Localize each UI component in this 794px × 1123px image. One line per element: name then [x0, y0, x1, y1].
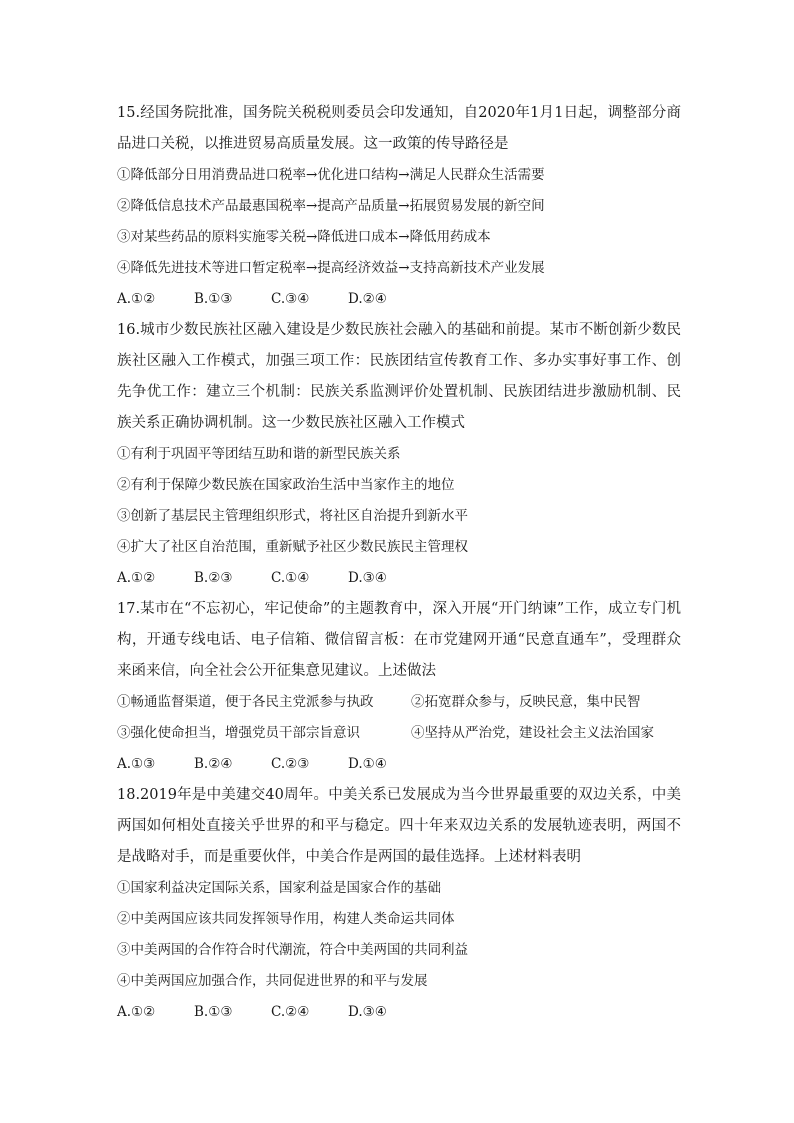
question-15-option-4: ④降低先进技术等进口暂定税率→提高经济效益→支持高新技术产业发展	[117, 260, 545, 276]
question-17-choice-c: C.②③	[271, 756, 310, 772]
question-18-choice-a: A.①②	[117, 1004, 156, 1020]
question-15-stem: 15.经国务院批准，国务院关税税则委员会印发通知，自2020年1月1日起，调整部分商品进口关税，以推进贸易高质量发展。这一政策的传导路径是	[117, 105, 681, 152]
question-18-option-3: ③中美两国的合作符合时代潮流，符合中美两国的共同利益	[117, 942, 468, 958]
question-16-choice-d: D.③④	[348, 570, 387, 586]
question-17-option-4: ④坚持从严治党，建设社会主义法治国家	[411, 725, 654, 741]
question-17-choice-a: A.①③	[117, 756, 156, 772]
question-16-choice-a: A.①②	[117, 570, 156, 586]
question-17-choices	[117, 749, 681, 780]
question-17-option-3: ③强化使命担当，增强党员干部宗旨意识	[117, 725, 360, 741]
question-17	[117, 594, 681, 780]
question-16-choice-b: B.②③	[194, 570, 233, 586]
question-16-choices	[117, 563, 681, 594]
question-15-option-2: ②降低信息技术产品最惠国税率→提高产品质量→拓展贸易发展的新空间	[117, 198, 545, 214]
exam-page	[117, 98, 681, 1028]
question-15-choice-a: A.①②	[117, 291, 156, 307]
question-18-stem: 18.2019年是中美建交40周年。中美关系已发展成为当今世界最重要的双边关系，中美两国如何相处直接关乎世界的和平与稳定。四十年来双边关系的发展轨迹表明，两国不是战略对手，而是重要伙伴，中美合作是两国的最佳选择。上述材料表明	[117, 787, 681, 865]
question-15-option-1: ①降低部分日用消费品进口税率→优化进口结构→满足人民群众生活需要	[117, 167, 545, 183]
question-17-option-row-2	[117, 718, 681, 749]
question-16-stem: 16.城市少数民族社区融入建设是少数民族社会融入的基础和前提。某市不断创新少数民族社区融入工作模式，加强三项工作：民族团结宣传教育工作、多办实事好事工作、创先争优工作：建立三个机制：民族关系监测评价处置机制、民族团结进步激励机制、民族关系正确协调机制。这一少数民族社区融入工作模式	[117, 322, 681, 431]
question-17-stem: 17.某市在“不忘初心，牢记使命”的主题教育中，深入开展“开门纳谏”工作，成立专门机构，开通专线电话、电子信箱、微信留言板：在市党建网开通“民意直通车”，受理群众来函来信，向全社会公开征集意见建议。上述做法	[117, 601, 681, 679]
question-18-choice-c: C.②④	[271, 1004, 310, 1020]
question-15	[117, 98, 681, 315]
question-17-choice-b: B.②④	[194, 756, 233, 772]
question-17-option-1: ①畅通监督渠道，便于各民主党派参与执政	[117, 694, 374, 710]
question-18	[117, 780, 681, 1028]
question-17-option-2: ②拓宽群众参与，反映民意，集中民智	[411, 694, 641, 710]
question-16-choice-c: C.①④	[271, 570, 310, 586]
question-18-choices	[117, 997, 681, 1028]
question-17-option-row-1	[117, 687, 681, 718]
question-16-option-2: ②有利于保障少数民族在国家政治生活中当家作主的地位	[117, 477, 455, 493]
question-18-option-4: ④中美两国应加强合作，共同促进世界的和平与发展	[117, 973, 428, 989]
question-18-option-1: ①国家利益决定国际关系，国家利益是国家合作的基础	[117, 880, 441, 896]
question-17-choice-d: D.①④	[348, 756, 387, 772]
question-15-choice-c: C.③④	[271, 291, 310, 307]
question-15-option-3: ③对某些药品的原料实施零关税→降低进口成本→降低用药成本	[117, 229, 491, 245]
question-16-option-3: ③创新了基层民主管理组织形式，将社区自治提升到新水平	[117, 508, 468, 524]
question-18-choice-b: B.①③	[194, 1004, 233, 1020]
question-16-option-4: ④扩大了社区自治范围，重新赋予社区少数民族民主管理权	[117, 539, 468, 555]
question-15-choices	[117, 284, 681, 315]
question-15-choice-d: D.②④	[348, 291, 387, 307]
question-18-option-2: ②中美两国应该共同发挥领导作用，构建人类命运共同体	[117, 911, 455, 927]
question-16	[117, 315, 681, 594]
question-18-choice-d: D.③④	[348, 1004, 387, 1020]
question-15-choice-b: B.①③	[194, 291, 233, 307]
question-16-option-1: ①有利于巩固平等团结互助和谐的新型民族关系	[117, 446, 401, 462]
